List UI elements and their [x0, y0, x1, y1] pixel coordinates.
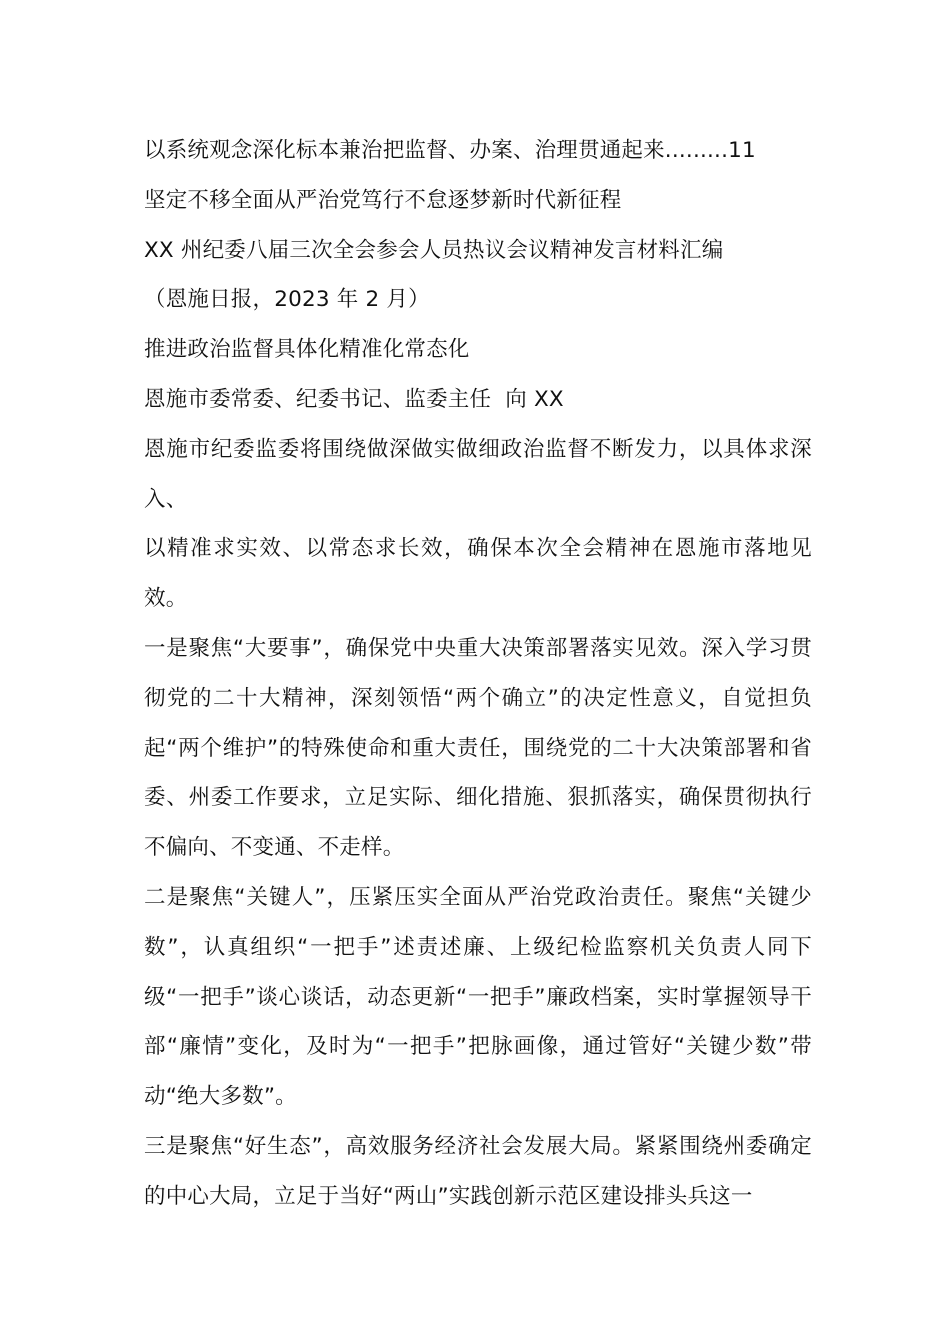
section-title: 推进政治监督具体化精准化常态化 — [144, 337, 470, 363]
point-one-paragraph: 一是聚焦“大要事”，确保党中央重大决策部署落实见效。深入学习贯彻党的二十大精神，深刻领悟“两个确立”的决定性意义，自觉担负起“两个维护”的特殊使命和重大责任，围绕党的二十大决策部署和省委、州委工作要求，立足实际、细化措施、狠抓落实，确保贯彻执行不偏向、不变通、不走样。 — [144, 635, 812, 861]
article-title: 坚定不移全面从严治党笃行不怠逐梦新时代新征程 — [144, 187, 622, 213]
intro-paragraph-1: 恩施市纪委监委将围绕做深做实做细政治监督不断发力，以具体求深入、 — [144, 436, 812, 512]
point-two-paragraph: 二是聚焦“关键人”，压紧压实全面从严治党政治责任。聚焦“关键少数”，认真组织“一把手”述责述廉、上级纪检监察机关负责人同下级“一把手”谈心谈话，动态更新“一把手”廉政档案，实时掌握领导干部“廉情”变化，及时为“一把手”把脉画像，通过管好“关键少数”带动“绝大多数”。 — [144, 884, 812, 1110]
point-three-paragraph: 三是聚焦“好生态”，高效服务经济社会发展大局。紧紧围绕州委确定的中心大局，立足于当好“两山”实践创新示范区建设排头兵这一 — [144, 1133, 812, 1209]
document-body — [144, 126, 812, 1222]
intro-paragraph-2: 以精准求实效、以常态求长效，确保本次全会精神在恩施市落地见效。 — [144, 536, 812, 612]
source-line: （恩施日报，2023 年 2 月） — [144, 287, 430, 313]
collection-title: XX 州纪委八届三次全会参会人员热议会议精神发言材料汇编 — [144, 237, 724, 263]
toc-entry: 以系统观念深化标本兼治把监督、办案、治理贯通起来.........11 — [144, 138, 756, 163]
author-line: 恩施市委常委、纪委书记、监委主任 向 XX — [144, 386, 564, 412]
